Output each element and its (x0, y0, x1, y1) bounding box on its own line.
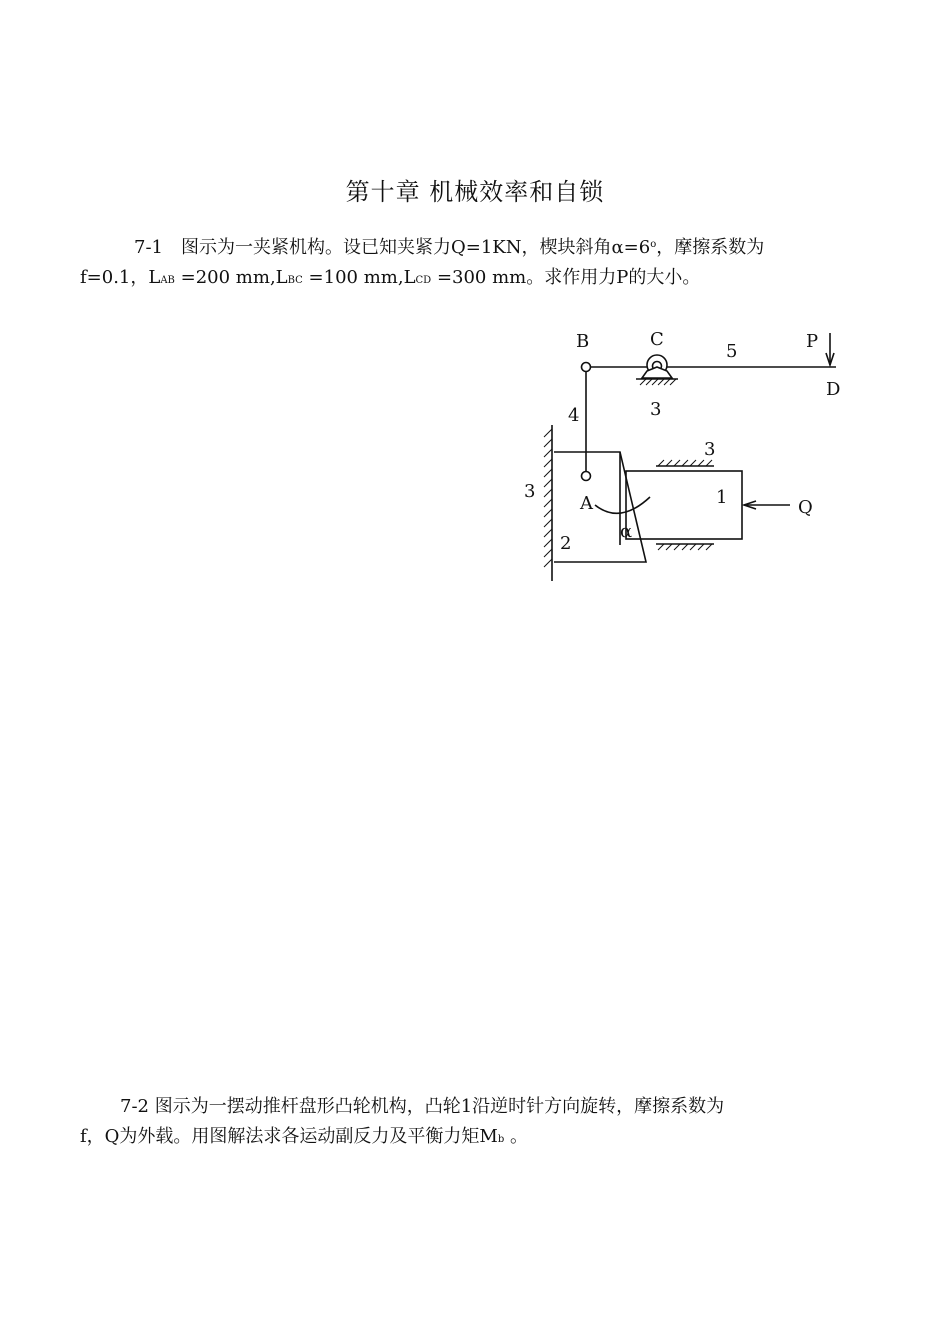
clamping-mechanism-figure (500, 315, 840, 595)
label-b: B (576, 331, 590, 352)
angle-value: =6 (623, 237, 651, 258)
friction-value: f=0.1， (80, 267, 149, 288)
label-c: C (650, 329, 664, 350)
label-d: D (826, 379, 840, 400)
problem-7-2-text-end: 。 (504, 1126, 528, 1147)
label-slider-1: 1 (716, 487, 728, 508)
joint-b (582, 363, 591, 372)
moment-subscript: b (497, 1134, 505, 1145)
label-ground-3-top: 3 (650, 399, 662, 420)
degree-mark: o (650, 239, 657, 250)
label-ground-3-right: 3 (704, 439, 716, 460)
length-cd-value: =300 mm。求作用力P的大小。 (436, 267, 701, 288)
mechanism-diagram (500, 315, 840, 595)
alpha-symbol: α (611, 237, 624, 258)
length-cd-symbol: L (403, 267, 416, 288)
label-link-4: 4 (568, 405, 580, 426)
length-ab-symbol: L (148, 267, 161, 288)
problem-7-1-line-1 (80, 230, 880, 263)
pivot-hatch (640, 379, 676, 385)
label-ground-3-left: 3 (524, 481, 536, 502)
wall-hatch (544, 429, 552, 567)
length-ab-subscript: AB (160, 275, 175, 286)
length-ab-value: =200 mm, (180, 267, 276, 288)
problem-7-1-text: 7-1 图示为一夹紧机构。设已知夹紧力Q=1KN，楔块斜角 (134, 237, 612, 258)
problem-7-2-text-2: f，Q为外载。用图解法求各运动副反力及平衡力矩M (80, 1126, 498, 1147)
label-a: A (580, 493, 593, 514)
pivot-c-support (642, 367, 672, 378)
label-alpha: α (620, 521, 633, 542)
problem-7-2 (80, 1092, 880, 1155)
problem-7-1-text-tail: ，摩擦系数为 (656, 237, 765, 258)
length-bc-symbol: L (275, 267, 288, 288)
length-cd-subscript: CD (415, 275, 432, 286)
problem-7-2-line-2 (80, 1122, 880, 1155)
problem-7-2-text: 7-2 图示为一摆动推杆盘形凸轮机构，凸轮1沿逆时针方向旋转，摩擦系数为 (120, 1096, 725, 1117)
length-bc-subscript: BC (287, 275, 303, 286)
rotation-arc (595, 497, 650, 513)
label-link-5: 5 (726, 341, 738, 362)
label-wedge-2: 2 (560, 533, 572, 554)
label-p: P (806, 331, 819, 352)
joint-a (582, 472, 591, 481)
top-rail-hatch (658, 460, 712, 466)
problem-7-1-line-2 (80, 263, 880, 296)
chapter-title: 第十章 机械效率和自锁 (345, 178, 605, 206)
problem-7-1 (80, 230, 880, 296)
length-bc-value: =100 mm, (308, 267, 404, 288)
problem-7-2-line-1 (80, 1092, 880, 1122)
label-q: Q (798, 497, 813, 518)
bottom-rail-hatch (658, 544, 712, 550)
